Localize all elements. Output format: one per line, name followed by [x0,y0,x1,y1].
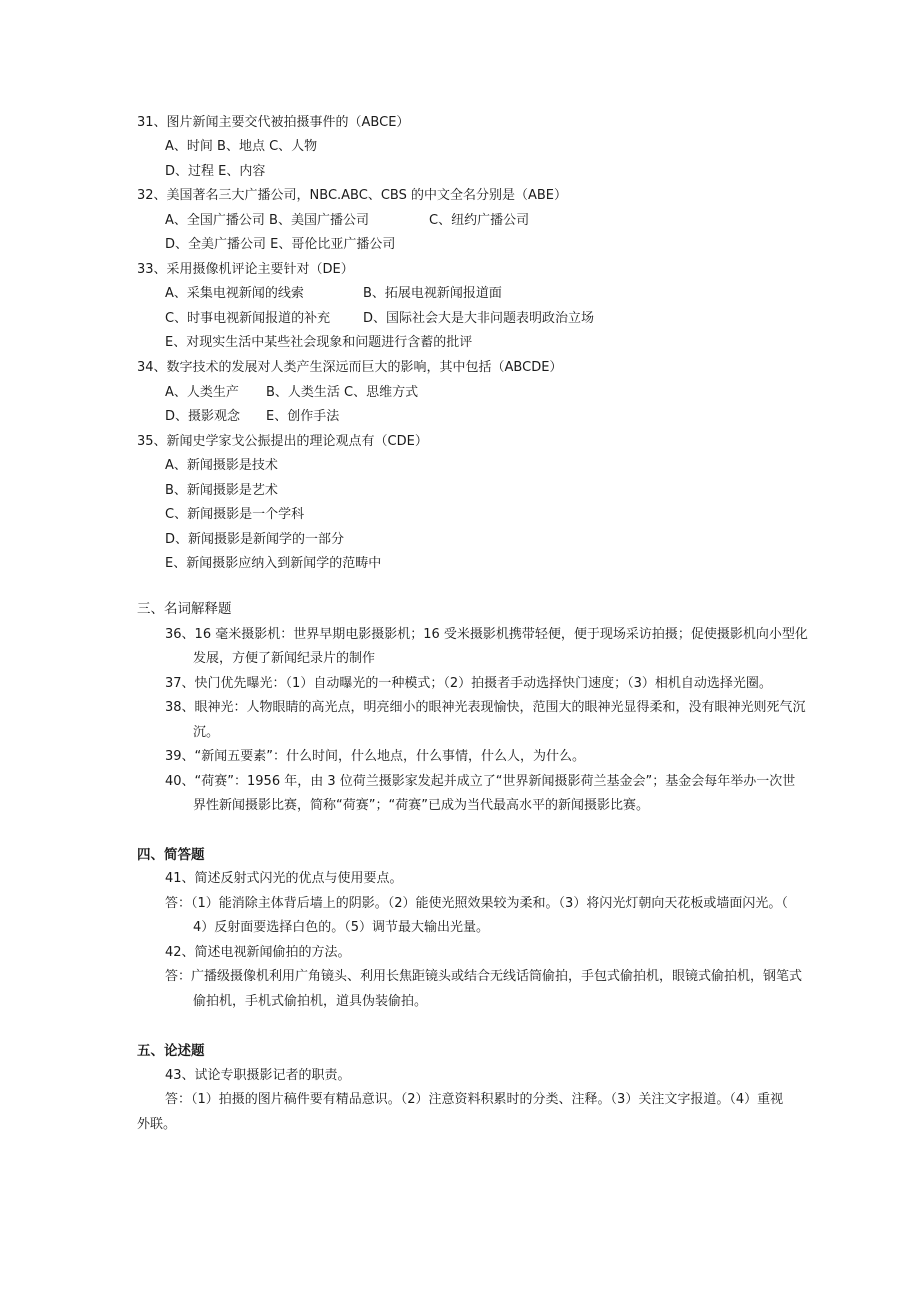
term-36-line-2: 发展，方便了新闻纪录片的制作 [193,651,376,666]
answer-42-line-2: 偷拍机，手机式偷拍机，道具伪装偷拍。 [193,994,428,1009]
question-34-option-e: E、创作手法 [266,409,340,424]
term-38-line-1: 38、眼神光：人物眼睛的高光点，明亮细小的眼神光表现愉快，范围大的眼神光显得柔和，没有眼神光则死气沉 [165,700,806,715]
answer-41-line-1: 答：（1）能消除主体背后墙上的阴影。（2）能使光照效果较为柔和。（3）将闪光灯朝向天花板或墙面闪光。（ [165,896,788,911]
section-4-heading: 四、简答题 [137,847,205,863]
question-35-stem: 35、新闻史学家戈公振提出的理论观点有（CDE） [137,434,428,449]
section-3-heading: 三、名词解释题 [137,601,232,617]
answer-43-line-2: 外联。 [137,1117,177,1132]
question-32-option-de: D、全美广播公司 E、哥伦比亚广播公司 [165,237,396,252]
section-5-heading: 五、论述题 [137,1043,205,1059]
question-35-option-d: D、新闻摄影是新闻学的一部分 [165,532,345,547]
question-32-stem: 32、美国著名三大广播公司，NBC.ABC、CBS 的中文全名分别是（ABE） [137,188,568,203]
question-32-option-c: C、纽约广播公司 [429,213,530,228]
question-33-stem: 33、采用摄像机评论主要针对（DE） [137,262,354,277]
question-32-option-ab: A、全国广播公司 B、美国广播公司 [165,213,369,228]
question-31-stem: 31、图片新闻主要交代被拍摄事件的（ABCE） [137,115,410,130]
question-35-option-c: C、新闻摄影是一个学科 [165,507,305,522]
term-38-line-2: 沉。 [193,725,220,740]
question-33-option-e: E、对现实生活中某些社会现象和问题进行含蓄的批评 [165,335,473,350]
question-33-option-d: D、国际社会大是大非问题表明政治立场 [363,311,595,326]
question-34-stem: 34、数字技术的发展对人类产生深远而巨大的影响，其中包括（ABCDE） [137,360,563,375]
answer-41-line-2: 4）反射面要选择白色的。（5）调节最大输出光量。 [193,920,490,935]
answer-42-line-1: 答：广播级摄像机利用广角镜头、利用长焦距镜头或结合无线话筒偷拍，手包式偷拍机，眼镜式偷拍机，钢笔式 [165,969,803,984]
question-33-option-b: B、拓展电视新闻报道面 [363,286,502,301]
term-40-line-1: 40、“荷赛”：1956 年，由 3 位荷兰摄影家发起并成立了“世界新闻摄影荷兰基金会”；基金会每年举办一次世 [165,774,796,789]
question-33-option-c: C、时事电视新闻报道的补充 [165,311,331,326]
answer-43-line-1: 答：（1）拍摄的图片稿件要有精品意识。（2）注意资料积累时的分类、注释。（3）关注文字报道。（4）重视 [165,1092,784,1107]
question-41: 41、简述反射式闪光的优点与使用要点。 [165,871,403,886]
term-39: 39、“新闻五要素”：什么时间，什么地点，什么事情，什么人，为什么。 [165,749,586,764]
question-35-option-b: B、新闻摄影是艺术 [165,483,278,498]
question-31-options-row-1: A、时间 B、地点 C、人物 [165,139,318,154]
question-34-option-bc: B、人类生活 C、思维方式 [266,385,419,400]
question-31-options-row-2: D、过程 E、内容 [165,164,266,179]
question-42: 42、简述电视新闻偷拍的方法。 [165,945,351,960]
term-36-line-1: 36、16 毫米摄影机：世界早期电影摄影机；16 受米摄影机携带轻便，便于现场采访拍摄；促使摄影机向小型化 [165,627,808,642]
question-34-option-d: D、摄影观念 [165,409,241,424]
term-37: 37、快门优先曝光：（1）自动曝光的一种模式；（2）拍摄者手动选择快门速度；（3）相机自动选择光圈。 [165,676,772,691]
question-34-option-a: A、人类生产 [165,385,239,400]
question-43: 43、试论专职摄影记者的职责。 [165,1068,351,1083]
term-40-line-2: 界性新闻摄影比赛，简称“荷赛”；“荷赛”已成为当代最高水平的新闻摄影比赛。 [193,798,649,813]
question-33-option-a: A、采集电视新闻的线索 [165,286,304,301]
question-35-option-a: A、新闻摄影是技术 [165,458,278,473]
question-35-option-e: E、新闻摄影应纳入到新闻学的范畴中 [165,556,382,571]
